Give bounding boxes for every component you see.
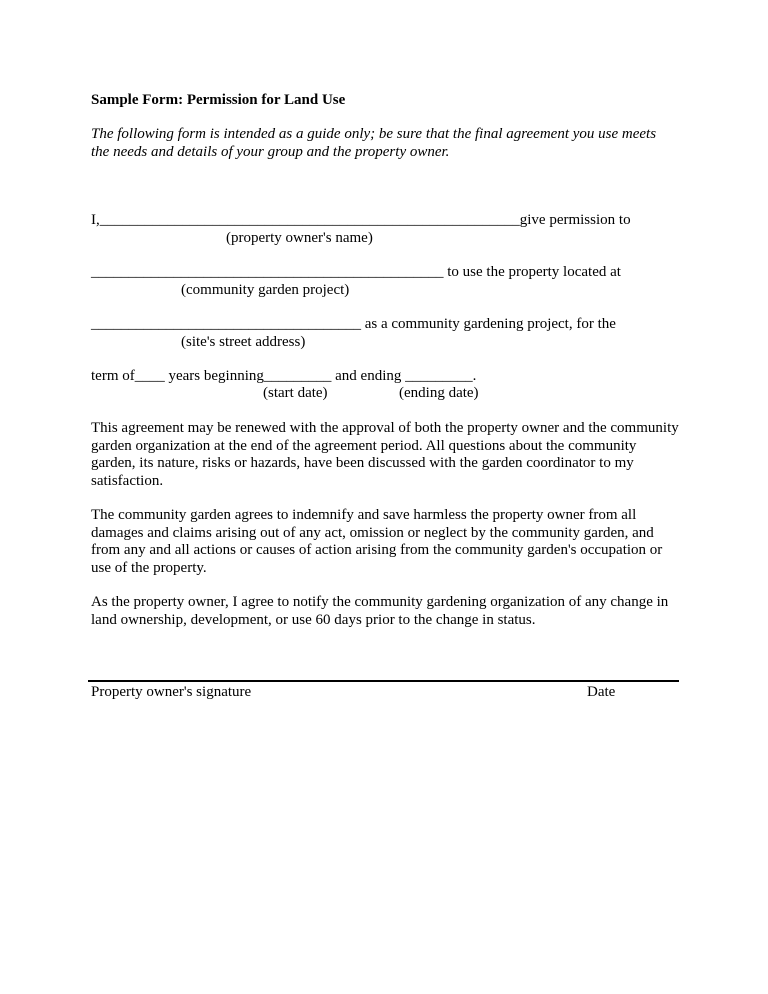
intro-text: The following form is intended as a guide only; be sure that the final agreement you use meets the needs and details of your group and the property owner.: [91, 126, 657, 160]
owner-name-line: I,________________________________________________________give permission to: [91, 212, 631, 228]
notification-paragraph: As the property owner, I agree to notify the community gardening organization of any change in land ownership, development, or use 60 days prior to the change in status.: [91, 594, 669, 628]
owner-name-caption: (property owner's name): [226, 230, 373, 246]
renewal-paragraph: This agreement may be renewed with the approval of both the property owner and the community garden organization at the end of the agreement period. All questions about the community garden, its nature, risks or hazards, have been discussed with the garden coordinator to my satisfaction.: [91, 420, 679, 489]
address-caption: (site's street address): [181, 334, 306, 350]
form-title: Sample Form: Permission for Land Use: [91, 92, 346, 108]
term-line: term of____ years beginning_________ and ending _________.: [91, 368, 477, 384]
address-line: ____________________________________ as a community gardening project, for the: [91, 316, 616, 332]
end-date-caption: (ending date): [399, 385, 479, 401]
date-label: Date: [587, 684, 616, 700]
signature-label: Property owner's signature: [91, 684, 252, 700]
start-date-caption: (start date): [263, 385, 328, 401]
project-caption: (community garden project): [181, 282, 350, 298]
indemnity-paragraph: The community garden agrees to indemnify and save harmless the property owner from all damages and claims arising out of any act, omission or neglect by the community garden, and from any and all actions or causes of action arising from the community garden's occupation or use of the property.: [91, 507, 663, 576]
project-line: _______________________________________________ to use the property located at: [91, 264, 621, 280]
signature-line: [88, 680, 679, 682]
